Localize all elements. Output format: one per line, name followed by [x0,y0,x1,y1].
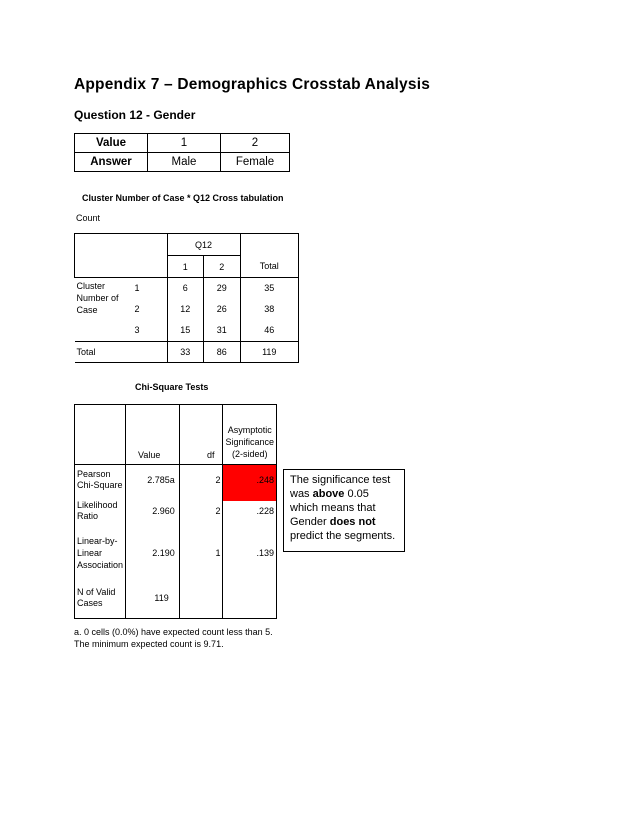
col-header: 1 [167,256,204,278]
table-cell: 2.960 [126,495,180,527]
row-label: Likelihood Ratio [75,495,126,527]
row-label: Pearson Chi-Square [75,465,126,495]
table-cell: .228 [223,495,277,527]
table-cell: 31 [216,325,227,336]
table-cell: 2.190 [126,527,180,579]
legend-cell: Female [221,153,290,172]
header-df: df [179,405,223,465]
table-cell: 38 [240,298,298,320]
section-subtitle: Question 12 - Gender [74,108,196,122]
highlighted-sig-cell: .248 [223,465,277,495]
legend-cell: Answer [75,153,148,172]
table-row [75,320,299,342]
legend-cell: Value [75,134,148,153]
table-cell: 15 [167,320,204,342]
table-cell [179,579,223,619]
row-label: 2 [133,298,168,320]
table-cell: 12 [167,298,204,320]
header-value: Value [126,405,180,465]
row-label: Linear-by-Linear Association [75,527,126,579]
legend-row-answer [75,153,290,172]
table-cell: 119 [240,342,298,363]
table-row [75,342,299,363]
table-cell: 1 [179,527,223,579]
table-cell: .139 [223,527,277,579]
crosstab-caption: Cluster Number of Case * Q12 Cross tabulation [82,193,284,203]
legend-cell: Male [148,153,221,172]
table-cell-empty [75,405,126,465]
table-row [75,465,277,495]
legend-cell: 2 [221,134,290,153]
note-text: 0.05 which means that Gender [290,488,376,528]
note-text: predict the segments. [290,530,396,542]
value-answer-legend-table [74,133,290,172]
chisquare-footnote: a. 0 cells (0.0%) have expected count less than 5. The minimum expected count is 9.71. [74,627,273,649]
table-row [75,234,299,256]
table-cell: 119 [126,579,180,619]
table-row [75,278,299,298]
count-label: Count [76,213,101,223]
table-cell: 86 [204,342,241,363]
table-row [75,579,277,619]
table-cell: 2 [179,495,223,527]
table-cell: 33 [167,342,204,363]
page-title: Appendix 7 – Demographics Crosstab Analysis [74,76,431,93]
q12-header: Q12 [167,234,240,256]
table-cell [223,579,277,619]
table-cell: 35 [240,278,298,298]
table-cell-empty [75,320,133,342]
legend-row-value [75,134,290,153]
note-bold-text: does not [329,516,376,528]
note-text: The significance test was [290,474,391,500]
crosstab-table [74,233,299,363]
table-cell: 29 [204,278,241,298]
col-header: 2 [204,256,241,278]
table-row [75,495,277,527]
table-row [75,405,277,465]
legend-cell: 1 [148,134,221,153]
chisquare-caption: Chi-Square Tests [135,382,209,392]
row-group-label: Cluster Number of Case [75,278,133,320]
row-label: N of Valid Cases [75,579,126,619]
table-cell: 26 [216,303,227,314]
header-significance: Asymptotic Significance (2-sided) [223,405,277,465]
table-cell: 6 [167,278,204,298]
table-cell-empty [75,234,168,278]
table-cell: 2.785a [126,465,180,495]
row-label: 1 [133,278,168,298]
table-cell: 2 [179,465,223,495]
row-label: 3 [133,320,168,342]
note-bold-text: above [312,488,345,500]
total-row-label: Total [75,342,168,363]
total-header: Total [240,234,298,278]
table-cell: 46 [240,320,298,342]
chisquare-table [74,404,277,619]
table-row [75,527,277,579]
annotation-note [283,469,405,552]
